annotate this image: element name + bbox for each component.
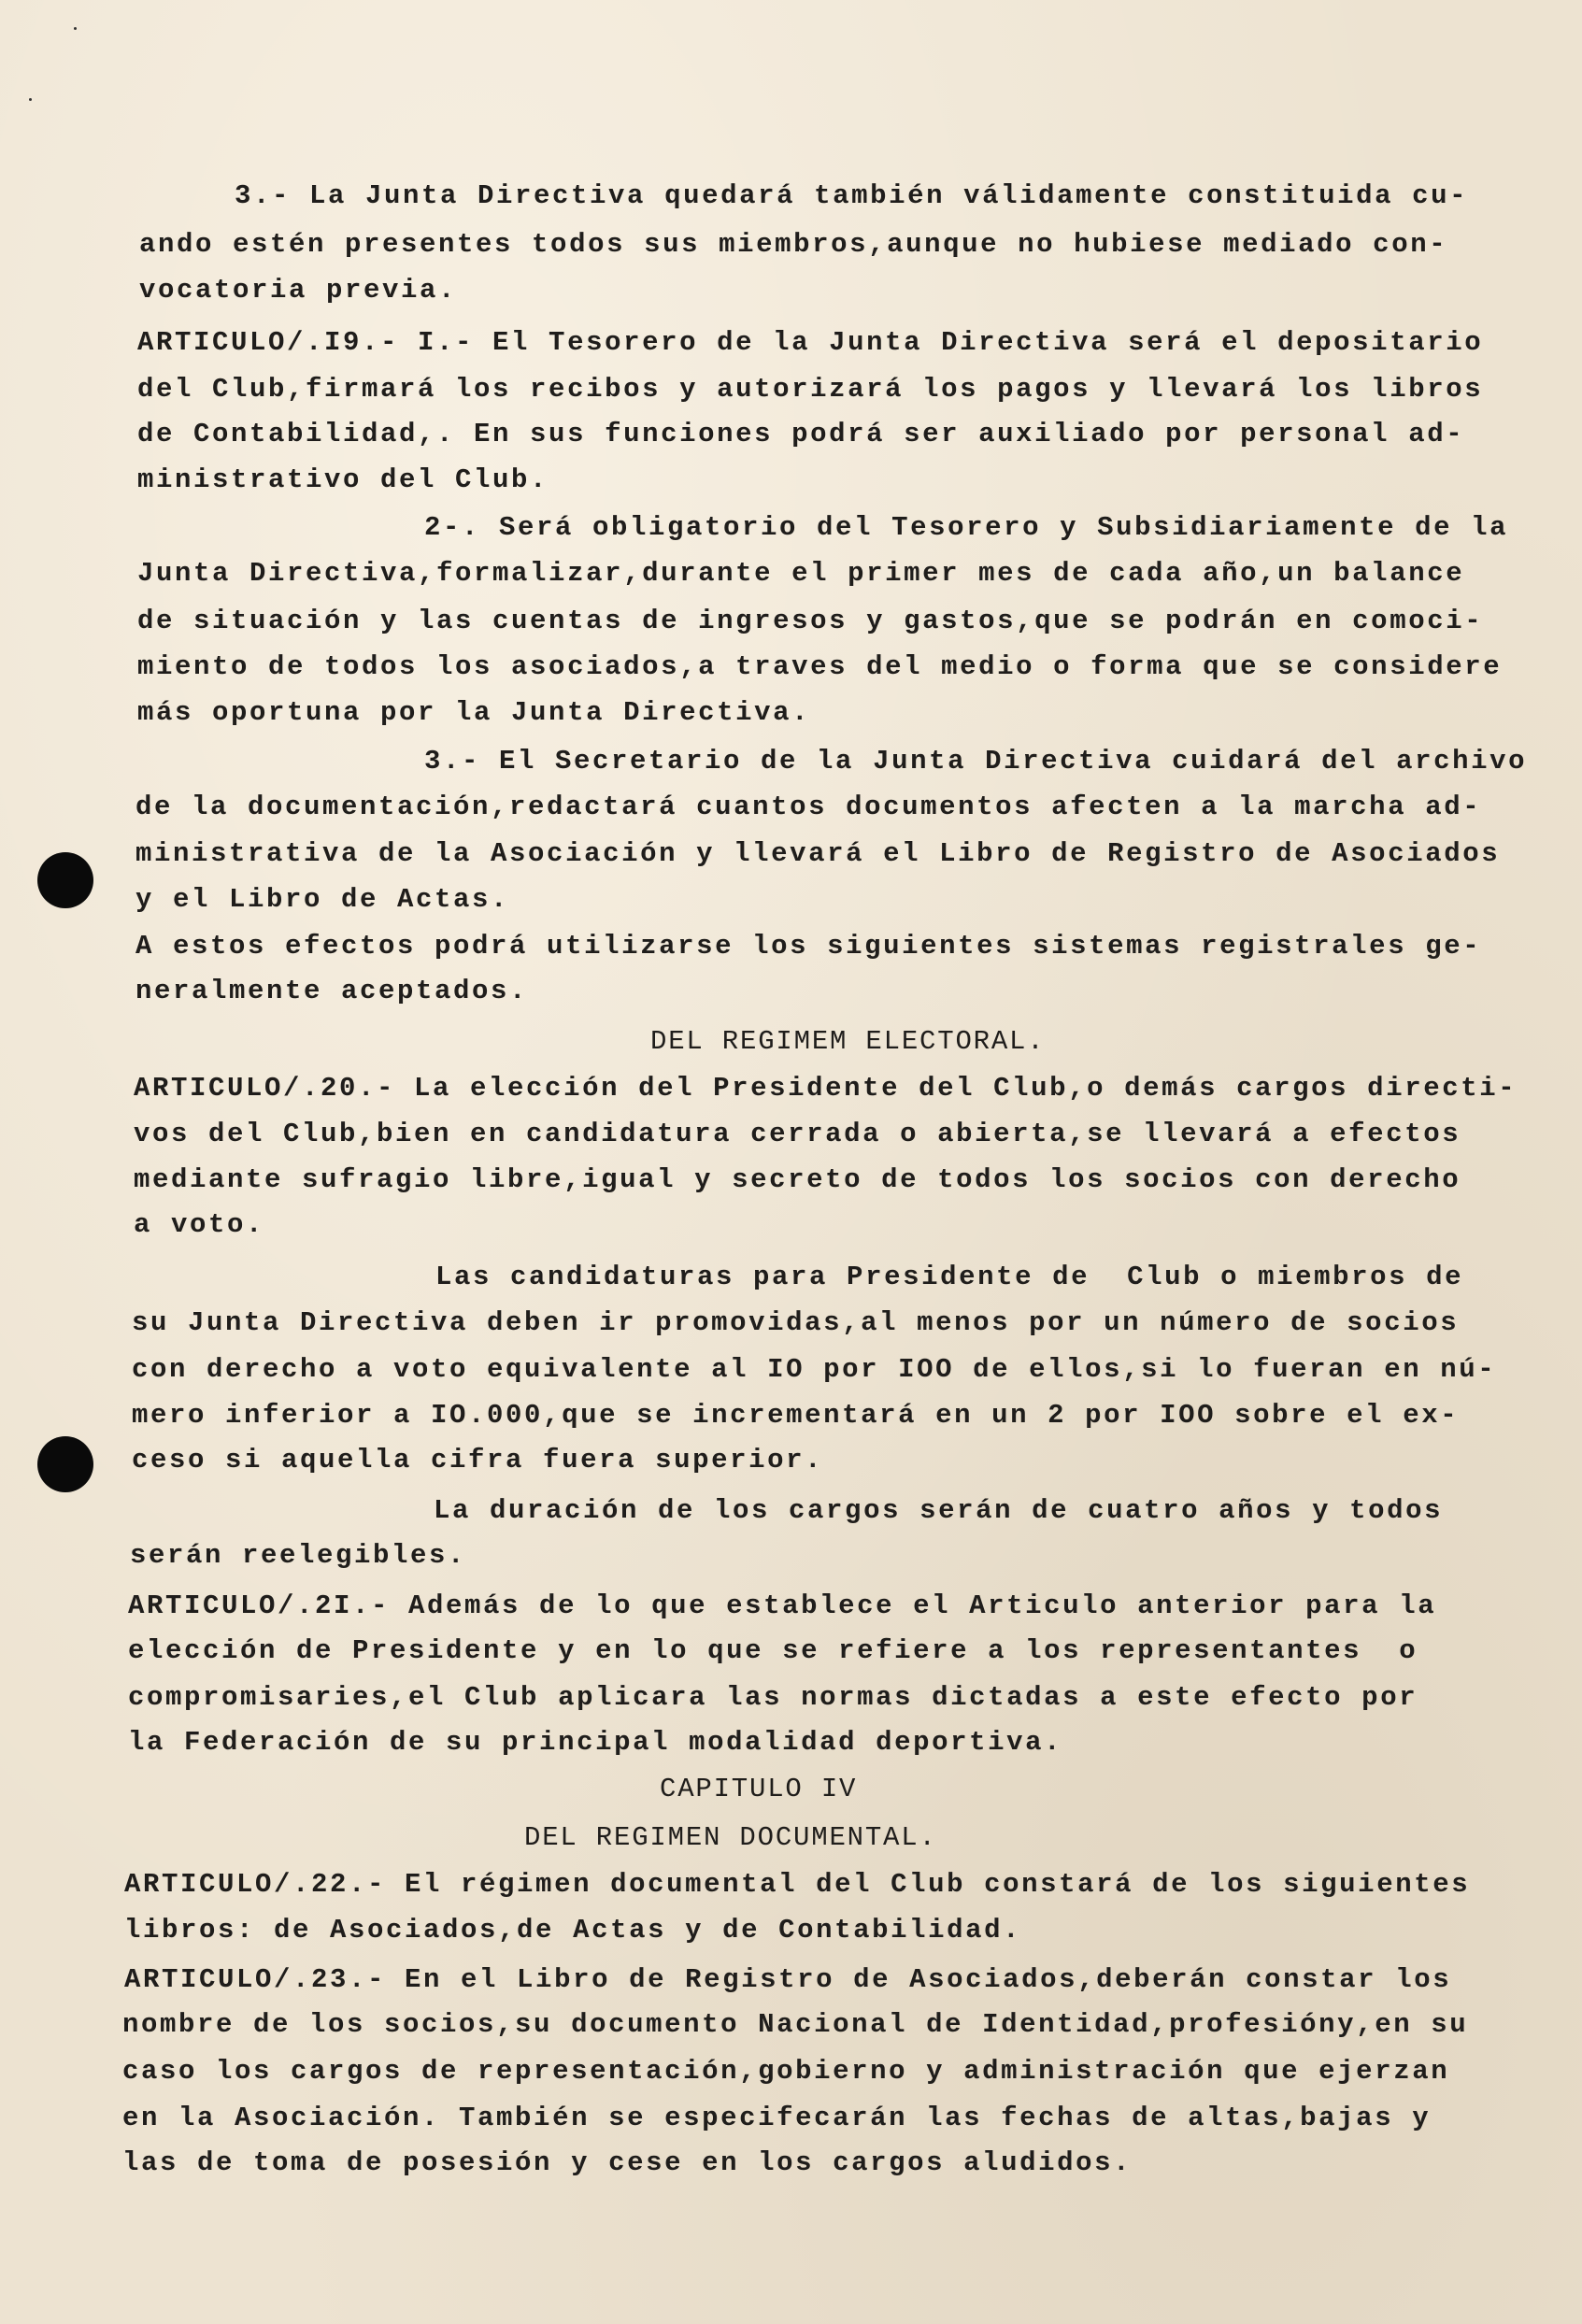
article-22-line: ARTICULO/.22.- El régimen documental del Club constará de los siguientes [124, 1869, 1471, 1900]
article-21-line: ARTICULO/.2I.- Además de lo que establece el Articulo anterior para la [128, 1590, 1437, 1621]
text-line: A estos efectos podrá utilizarse los siguientes sistemas registrales ge- [135, 931, 1482, 962]
text-line: caso los cargos de representación,gobierno y administración que ejerzan [122, 2056, 1450, 2087]
article-23-line: ARTICULO/.23.- En el Libro de Registro de Asociados,deberán constar los [124, 1964, 1452, 1995]
paper-speck [74, 27, 77, 30]
text-line: miento de todos los asociados,a traves del medio o forma que se considere [137, 651, 1503, 682]
text-line: Las candidaturas para Presidente de Club o miembros de [435, 1262, 1464, 1292]
section-heading-electoral: DEL REGIMEM ELECTORAL. [650, 1026, 1046, 1057]
text-line: 3.- El Secretario de la Junta Directiva cuidará del archivo [424, 746, 1528, 777]
text-line: su Junta Directiva deben ir promovidas,al menos por un número de socios [132, 1307, 1460, 1338]
text-line: nombre de los socios,su documento Nacional de Identidad,profesióny,en su [122, 2009, 1469, 2040]
text-line: libros: de Asociados,de Actas y de Contabilidad. [124, 1915, 1022, 1946]
text-line: las de toma de posesión y cese en los cargos aludidos. [122, 2147, 1133, 2178]
text-line: del Club,firmará los recibos y autorizará los pagos y llevará los libros [137, 374, 1484, 405]
text-line: mero inferior a IO.000,que se incrementará en un 2 por IOO sobre el ex- [132, 1400, 1460, 1431]
punch-hole-upper [37, 852, 93, 908]
text-line: ministrativo del Club. [137, 464, 549, 495]
text-line: neralmente aceptados. [135, 976, 529, 1006]
text-line: a voto. [134, 1209, 265, 1240]
text-line: con derecho a voto equivalente al IO por IOO de ellos,si lo fueran en nú- [132, 1354, 1497, 1385]
text-line: en la Asociación. También se especifecarán las fechas de altas,bajas y [122, 2103, 1432, 2133]
text-line: más oportuna por la Junta Directiva. [137, 697, 811, 728]
text-line: de la documentación,redactará cuantos documentos afecten a la marcha ad- [135, 791, 1482, 822]
text-line: y el Libro de Actas. [135, 884, 510, 915]
text-line: de Contabilidad,. En sus funciones podrá ser auxiliado por personal ad- [137, 419, 1465, 449]
text-line: de situación y las cuentas de ingresos y gastos,que se podrán en comoci- [137, 606, 1484, 636]
text-line: vocatoria previa. [139, 275, 458, 306]
article-20-line: ARTICULO/.20.- La elección del Presidente del Club,o demás cargos directi- [134, 1073, 1518, 1104]
text-line: elección de Presidente y en lo que se refiere a los representantes o [128, 1635, 1418, 1666]
text-line: mediante sufragio libre,igual y secreto de todos los socios con derecho [134, 1164, 1461, 1195]
text-line: vos del Club,bien en candidatura cerrada o abierta,se llevará a efectos [134, 1119, 1461, 1149]
paper-speck [29, 98, 32, 101]
text-line: compromisaries,el Club aplicara las normas dictadas a este efecto por [128, 1682, 1418, 1713]
text-line: La duración de los cargos serán de cuatro años y todos [434, 1495, 1444, 1526]
text-line: 2-. Será obligatorio del Tesorero y Subsidiariamente de la [424, 512, 1509, 543]
text-line: ceso si aquella cifra fuera superior. [132, 1445, 824, 1476]
text-line: serán reelegibles. [130, 1540, 467, 1571]
text-line: 3.- La Junta Directiva quedará también válidamente constituida cu- [235, 180, 1469, 211]
punch-hole-lower [37, 1436, 93, 1492]
article-19-line: ARTICULO/.I9.- I.- El Tesorero de la Junta Directiva será el depositario [137, 327, 1484, 358]
text-line: la Federación de su principal modalidad deportiva. [128, 1727, 1063, 1758]
section-heading-documental: DEL REGIMEN DOCUMENTAL. [524, 1822, 937, 1853]
text-line: Junta Directiva,formalizar,durante el primer mes de cada año,un balance [137, 558, 1465, 589]
chapter-heading: CAPITULO IV [660, 1774, 858, 1804]
text-line: ando estén presentes todos sus miembros,aunque no hubiese mediado con- [139, 229, 1448, 260]
text-line: ministrativa de la Asociación y llevará el Libro de Registro de Asociados [135, 838, 1501, 869]
